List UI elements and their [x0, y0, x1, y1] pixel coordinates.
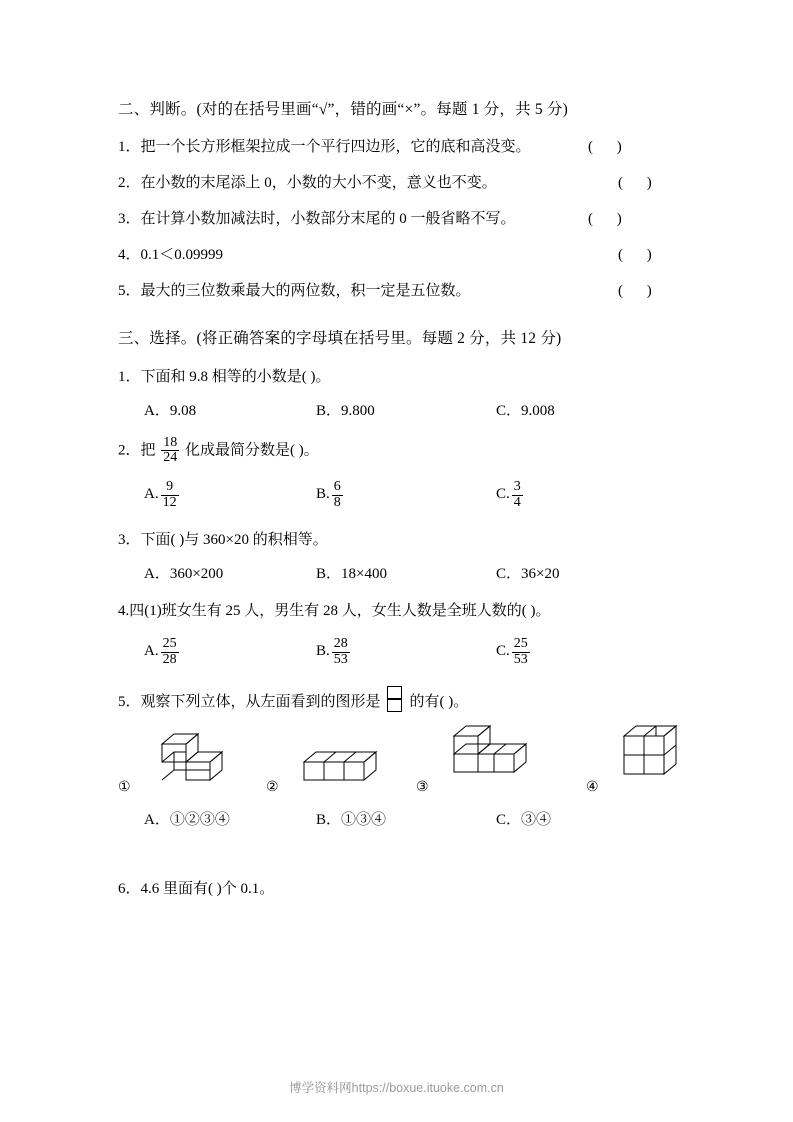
choice-q5-option-c[interactable]: C．③④	[496, 811, 552, 828]
tf-item-4	[118, 243, 698, 263]
choice-q2-option-c[interactable]	[496, 480, 646, 510]
choice-q2-option-c-num: 3	[513, 478, 521, 494]
choice-q2-option-c-label: C.	[496, 485, 510, 502]
tf-item-2-answer-box[interactable]: ( )	[618, 175, 662, 192]
tf-item-4-text: 4．0.1＜0.09999	[118, 247, 224, 264]
choice-q4-option-b[interactable]	[316, 637, 496, 667]
tf-item-2	[118, 171, 698, 191]
footer-watermark	[0, 1078, 793, 1096]
choice-q2-option-c-fraction	[512, 480, 523, 510]
choice-q4-option-b-fraction	[332, 637, 350, 667]
choice-q2-suffix: 化成最简分数是( )。	[185, 442, 319, 459]
choice-q4-option-c-fraction	[512, 637, 530, 667]
choice-q4-option-a-label: A.	[144, 643, 159, 660]
choice-q1-text: 1．下面和 9.8 相等的小数是( )。	[118, 368, 331, 385]
choice-q1-option-a[interactable]: A．9.08	[144, 402, 197, 419]
choice-q2-option-c-den: 4	[513, 494, 521, 510]
section-3-heading: 三、选择。(将正确答案的字母填在括号里。每题 2 分，共 12 分)	[118, 330, 562, 348]
tf-item-1-text: 1．把一个长方形框架拉成一个平行四边形，它的底和高没变。	[118, 139, 531, 156]
choice-q4-option-c-num: 25	[513, 636, 528, 652]
figure-2-label: ②	[266, 779, 279, 795]
choice-q4-text: 4.四(1)班女生有 25 人，男生有 28 人，女生人数是全班人数的( )。	[118, 603, 551, 620]
choice-q3-option-a[interactable]: A．360×200	[144, 566, 224, 583]
choice-q3-options	[118, 562, 698, 583]
choice-q2-option-b-label: B.	[316, 485, 330, 502]
tf-item-4-answer-box[interactable]: ( )	[618, 247, 662, 264]
choice-q1-option-b[interactable]: B．9.800	[316, 402, 375, 419]
choice-q4-options	[118, 637, 698, 667]
worksheet-content	[118, 98, 698, 911]
tf-item-3-text: 3．在计算小数加减法时，小数部分末尾的 0 一般省略不写。	[118, 211, 516, 228]
choice-q5-options	[118, 808, 698, 829]
tf-item-5	[118, 279, 698, 299]
choice-q4-option-a-den: 28	[162, 651, 177, 667]
choice-q2-text	[118, 436, 698, 466]
choice-q2-prefix: 2．把	[118, 442, 156, 459]
tf-item-2-text: 2．在小数的末尾添上 0，小数的大小不变，意义也不变。	[118, 175, 497, 192]
figure-1-label: ①	[118, 779, 131, 795]
tf-item-3	[118, 207, 698, 227]
choice-q2-option-a-fraction	[161, 480, 179, 510]
choice-q2-option-a-den: 12	[162, 494, 177, 510]
choice-q4-option-b-den: 53	[333, 651, 348, 667]
choice-q4-option-a-num: 25	[162, 636, 177, 652]
choice-q6-text: 6．4.6 里面有( )个 0.1。	[118, 880, 275, 897]
choice-q3-option-b[interactable]: B．18×400	[316, 566, 387, 583]
choice-q5-suffix: 的有( )。	[409, 694, 469, 711]
choice-q4-option-c-den: 53	[513, 651, 528, 667]
figure-4	[586, 722, 716, 794]
two-squares-icon	[387, 686, 404, 716]
choice-q5-option-a[interactable]: A．①②③④	[144, 811, 230, 828]
choice-q1-option-c[interactable]: C．9.008	[496, 402, 555, 419]
choice-q3-option-c[interactable]: C．36×20	[496, 566, 560, 583]
choice-q2-fraction-denominator: 24	[163, 450, 178, 466]
choice-q2-fraction	[161, 436, 179, 466]
choice-q2-option-b-den: 8	[333, 494, 341, 510]
choice-q2-option-a[interactable]	[144, 480, 316, 510]
figure-3-label: ③	[416, 779, 429, 795]
choice-q2-option-b[interactable]	[316, 480, 496, 510]
tf-item-3-answer-box[interactable]: ( )	[588, 211, 632, 228]
section-2-heading: 二、判断。(对的在括号里画“√”，错的画“×”。每题 1 分，共 5 分)	[118, 101, 568, 118]
choice-q2-options	[118, 480, 698, 510]
tf-item-5-text: 5．最大的三位数乘最大的两位数，积一定是五位数。	[118, 283, 471, 300]
choice-q4-option-b-label: B.	[316, 643, 330, 660]
figure-3	[416, 722, 576, 794]
choice-q1-options	[118, 399, 698, 420]
figure-1	[118, 722, 258, 794]
tf-item-1-answer-box[interactable]: ( )	[588, 139, 632, 156]
tf-item-1	[118, 135, 698, 155]
choice-q2-option-a-num: 9	[161, 480, 179, 496]
choice-q3-text: 3．下面( )与 360×20 的积相等。	[118, 532, 328, 549]
choice-q4-option-c[interactable]	[496, 637, 646, 667]
footer-url: https://boxue.ituoke.com.cn	[351, 1081, 504, 1095]
choice-q4-option-a-fraction	[161, 637, 179, 667]
choice-q2-option-b-fraction	[332, 480, 343, 510]
choice-q4-option-b-num: 28	[333, 636, 348, 652]
figure-2	[266, 722, 406, 794]
choice-q2-fraction-numerator: 18	[163, 434, 178, 450]
choice-q2-option-b-num: 6	[333, 478, 341, 494]
choice-q2-option-a-label: A.	[144, 485, 159, 502]
choice-q5-prefix: 5．观察下列立体，从左面看到的图形是	[118, 694, 381, 711]
choice-q5-text	[118, 686, 698, 716]
choice-q5-figures	[118, 722, 698, 794]
choice-q4-option-a[interactable]	[144, 637, 316, 667]
choice-q4-option-c-label: C.	[496, 643, 510, 660]
choice-q5-option-b[interactable]: B．①③④	[316, 811, 387, 828]
tf-item-5-answer-box[interactable]: ( )	[618, 283, 662, 300]
footer-site-name: 博学资料网	[289, 1081, 352, 1095]
figure-4-label: ④	[586, 779, 599, 795]
